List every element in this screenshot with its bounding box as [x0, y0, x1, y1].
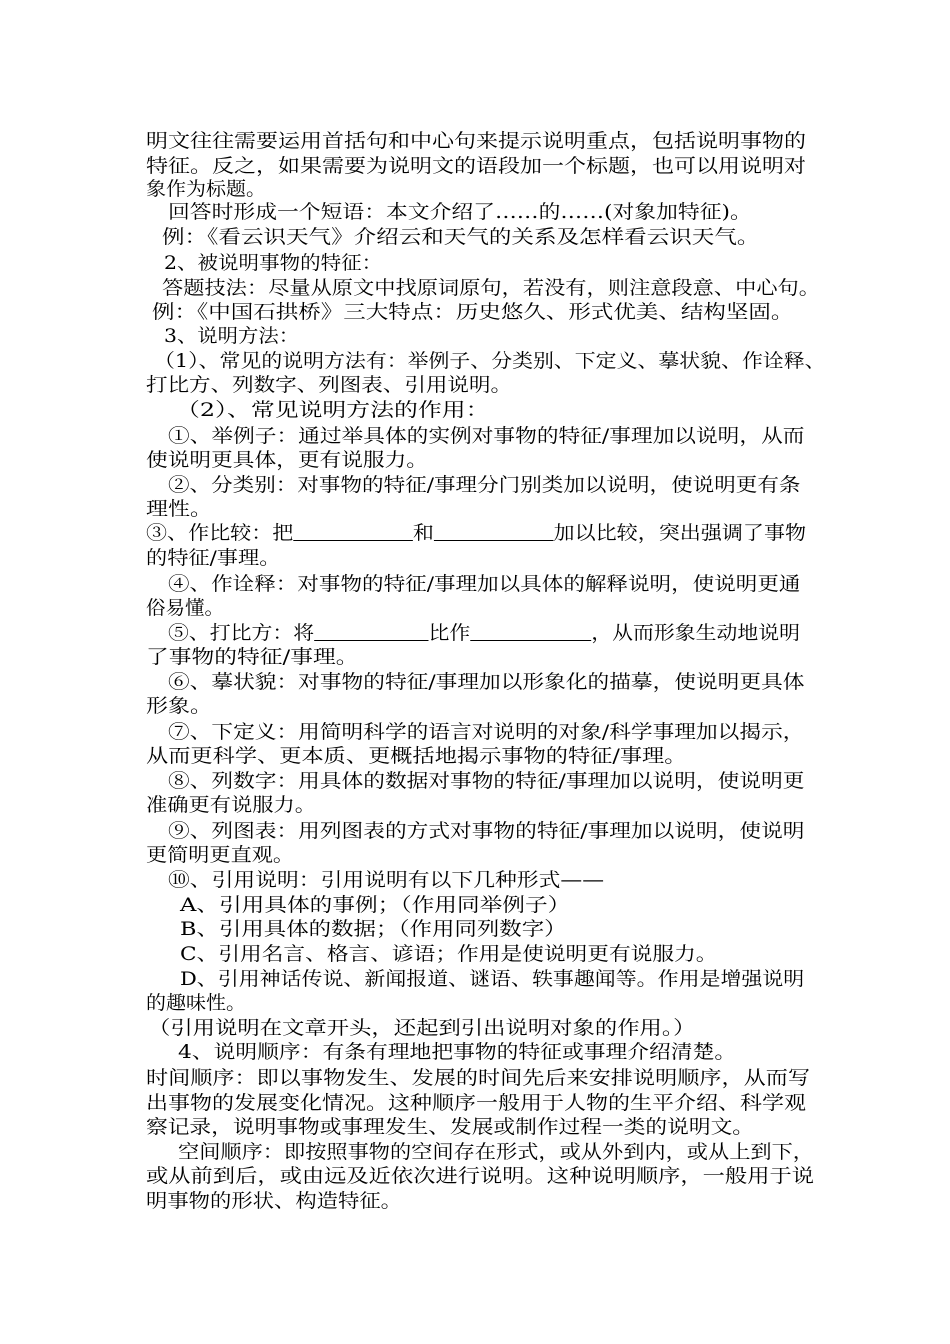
text-line: 时间顺序：即以事物发生、发展的时间先后来安排说明顺序，从而写 — [146, 1067, 811, 1089]
text-line: 答题技法：尽量从原文中找原词原句，若没有，则注意段意、中心句。 — [162, 277, 821, 299]
line-segment: ③、作比较：把 — [146, 522, 294, 544]
text-line: 使说明更具体，更有说服力。 — [146, 449, 429, 471]
text-line: A、引用具体的事例；（作用同举例子） — [180, 894, 571, 916]
text-line: ④、作诠释：对事物的特征/事理加以具体的解释说明，使说明更通 — [168, 573, 801, 595]
text-line: ①、举例子：通过举具体的实例对事物的特征/事理加以说明，从而 — [168, 425, 805, 447]
text-line: ⑨、列图表：用列图表的方式对事物的特征/事理加以说明，使说明 — [168, 820, 805, 842]
text-line: ⑩、引用说明：引用说明有以下几种形式—— — [168, 869, 605, 891]
text-line — [146, 522, 806, 544]
text-line: 理性。 — [146, 498, 213, 520]
text-line: 更简明更直观。 — [146, 844, 295, 866]
fill-in-blank[interactable] — [293, 522, 413, 541]
text-line: 俗易懂。 — [146, 597, 225, 619]
text-line: （引用说明在文章开头，还起到引出说明对象的作用。） — [148, 1017, 696, 1039]
fill-in-blank[interactable] — [314, 622, 428, 641]
fill-in-blank[interactable] — [434, 522, 554, 541]
text-line: （1）、常见的说明方法有：举例子、分类别、下定义、摹状貌、作诠释、 — [154, 350, 826, 372]
text-line: ⑥、摹状貌：对事物的特征/事理加以形象化的描摹，使说明更具体 — [168, 671, 805, 693]
text-line: 回答时形成一个短语：本文介绍了……的……(对象加特征)。 — [168, 201, 752, 223]
text-line: 2、被说明事物的特征： — [164, 252, 383, 274]
text-line: 或从前到后，或由远及近依次进行说明。这种说明顺序，一般用于说 — [146, 1165, 815, 1187]
text-line: 打比方、列数字、列图表、引用说明。 — [146, 374, 513, 396]
text-line: 形象。 — [146, 695, 213, 717]
line-segment: ，从而形象生动地说明 — [591, 622, 801, 644]
text-line: 了事物的特征/事理。 — [146, 646, 359, 668]
text-line: 从而更科学、更本质、更概括地揭示事物的特征/事理。 — [146, 745, 687, 767]
line-segment: 比作 — [428, 622, 471, 644]
text-line: 特征。反之，如果需要为说明文的语段加一个标题，也可以用说明对 — [146, 155, 807, 177]
text-line: ⑦、下定义：用简明科学的语言对说明的对象/科学事理加以揭示， — [168, 721, 805, 743]
text-line: ②、分类别：对事物的特征/事理分门别类加以说明，使说明更有条 — [168, 474, 801, 496]
text-line — [168, 622, 800, 644]
text-line: 出事物的发展变化情况。这种顺序一般用于人物的生平介绍、科学观 — [146, 1092, 807, 1114]
text-line: 明文往往需要运用首括句和中心句来提示说明重点，包括说明事物的 — [146, 130, 807, 152]
text-line: B、引用具体的数据；（作用同列数字） — [180, 918, 567, 940]
line-segment: 和 — [412, 522, 434, 544]
text-line: （2）、常见说明方法的作用： — [176, 399, 490, 421]
text-line: 的趣味性。 — [146, 992, 247, 1014]
text-line: 例：《看云识天气》介绍云和天气的关系及怎样看云识天气。 — [162, 226, 760, 248]
text-line: D、引用神话传说、新闻报道、谜语、轶事趣闻等。作用是增强说明 — [180, 968, 805, 990]
text-line: 明事物的形状、构造特征。 — [146, 1190, 403, 1212]
text-line: 象作为标题。 — [146, 178, 267, 200]
text-line: 准确更有说服力。 — [146, 794, 317, 816]
text-line: ⑧、列数字：用具体的数据对事物的特征/事理加以说明，使说明更 — [168, 770, 805, 792]
text-line: 例：《中国石拱桥》三大特点：历史悠久、形式优美、结构坚固。 — [152, 301, 794, 323]
line-segment: 加以比较，突出强调了事物 — [553, 522, 807, 544]
text-line: 察记录，说明事物或事理发生、发展或制作过程一类的说明文。 — [146, 1116, 755, 1138]
fill-in-blank[interactable] — [470, 622, 591, 641]
text-line: 3、说明方法： — [164, 325, 300, 347]
line-segment: ⑤、打比方：将 — [168, 622, 315, 644]
text-line: C、引用名言、格言、谚语；作用是使说明更有说服力。 — [180, 943, 718, 965]
text-line: 的特征/事理。 — [146, 547, 281, 569]
text-line: 4、说明顺序：有条有理地把事物的特征或事理介绍清楚。 — [178, 1041, 737, 1063]
text-line: 空间顺序：即按照事物的空间存在形式，或从外到内，或从上到下， — [178, 1141, 815, 1163]
